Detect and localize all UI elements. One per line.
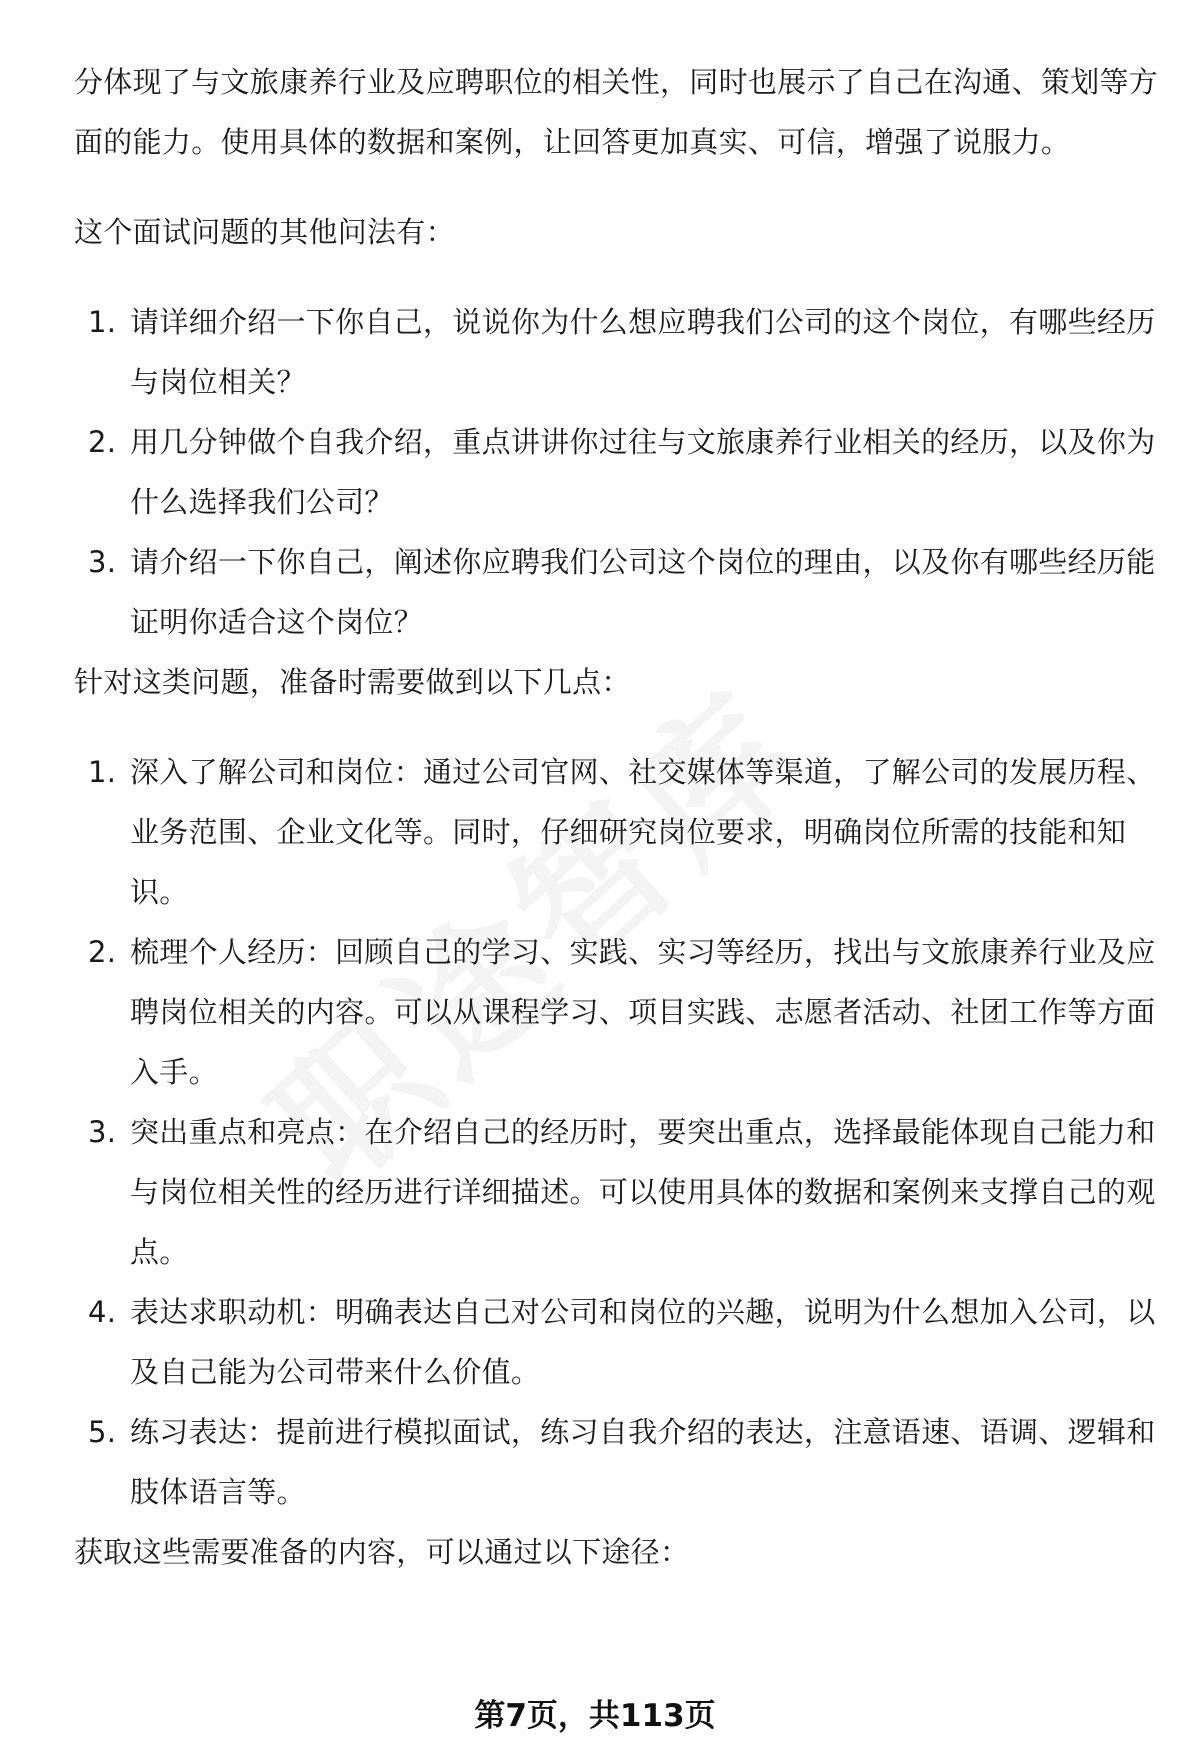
closing-heading: 获取这些需要准备的内容，可以通过以下途径： — [74, 1535, 690, 1569]
list-item-text: 用几分钟做个自我介绍，重点讲讲你过往与文旅康养行业相关的经历，以及你为什么选择我们公司？ — [130, 425, 1156, 519]
list-item — [74, 742, 1164, 922]
list-item — [74, 532, 1164, 652]
list-item-text: 请详细介绍一下你自己，说说你为什么想应聘我们公司的这个岗位，有哪些经历与岗位相关？ — [130, 305, 1156, 399]
list-item-number: 3. — [88, 545, 117, 579]
document-content — [74, 52, 1164, 1582]
list-item-number: 5. — [88, 1415, 117, 1449]
preparation-heading: 针对这类问题，准备时需要做到以下几点： — [74, 665, 631, 699]
list-item — [74, 1402, 1164, 1522]
list-item-text: 突出重点和亮点：在介绍自己的经历时，要突出重点，选择最能体现自己能力和与岗位相关性的经历进行详细描述。可以使用具体的数据和案例来支撑自己的观点。 — [130, 1115, 1156, 1269]
list-item-number: 4. — [88, 1295, 117, 1329]
list-item — [74, 1282, 1164, 1402]
list-item — [74, 1102, 1164, 1282]
list-item-number: 2. — [88, 935, 117, 969]
list-item — [74, 412, 1164, 532]
list-item-text: 表达求职动机：明确表达自己对公司和岗位的兴趣，说明为什么想加入公司，以及自己能为公司带来什么价值。 — [130, 1295, 1156, 1389]
alt-questions-list — [74, 292, 1164, 652]
list-item-number: 2. — [88, 425, 117, 459]
page-number: 第7页，共113页 — [474, 1698, 716, 1734]
alt-questions-heading: 这个面试问题的其他问法有： — [74, 215, 455, 249]
list-item — [74, 292, 1164, 412]
list-item-text: 梳理个人经历：回顾自己的学习、实践、实习等经历，找出与文旅康养行业及应聘岗位相关的内容。可以从课程学习、项目实践、志愿者活动、社团工作等方面入手。 — [130, 935, 1156, 1089]
intro-paragraph: 分体现了与文旅康养行业及应聘职位的相关性，同时也展示了自己在沟通、策划等方面的能力。使用具体的数据和案例，让回答更加真实、可信，增强了说服力。 — [74, 65, 1159, 159]
preparation-list — [74, 742, 1164, 1522]
list-item-text: 请介绍一下你自己，阐述你应聘我们公司这个岗位的理由，以及你有哪些经历能证明你适合这个岗位？ — [130, 545, 1156, 639]
list-item-text: 练习表达：提前进行模拟面试，练习自我介绍的表达，注意语速、语调、逻辑和肢体语言等。 — [130, 1415, 1156, 1509]
list-item-number: 1. — [88, 755, 117, 789]
list-item-number: 3. — [88, 1115, 117, 1149]
list-item — [74, 922, 1164, 1102]
list-item-text: 深入了解公司和岗位：通过公司官网、社交媒体等渠道，了解公司的发展历程、业务范围、企业文化等。同时，仔细研究岗位要求，明确岗位所需的技能和知识。 — [130, 755, 1156, 909]
list-item-number: 1. — [88, 305, 117, 339]
